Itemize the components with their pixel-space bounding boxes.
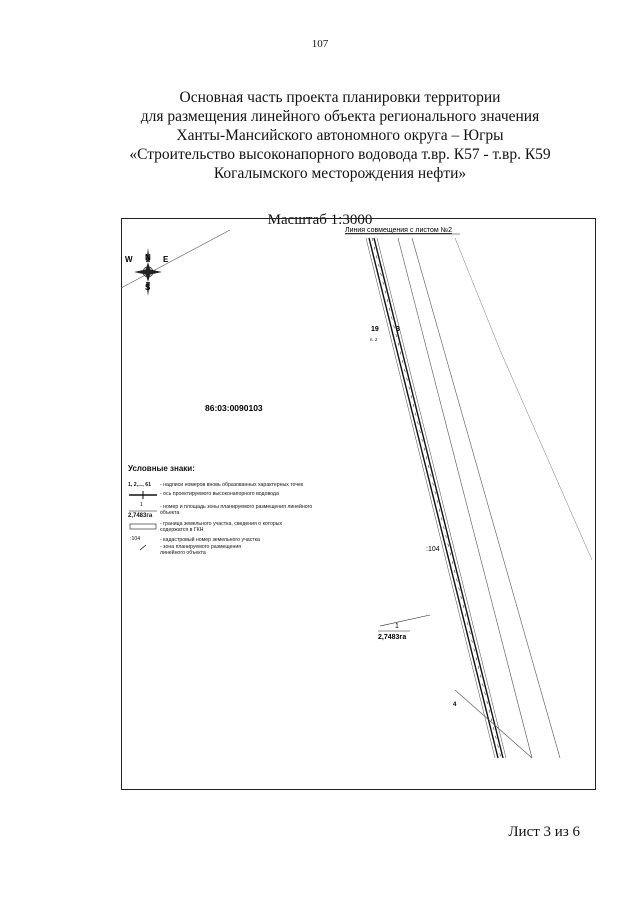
legend-text: - номер и площадь зоны планируемого размещения линейного объекта (160, 504, 313, 516)
title-line: для размещения линейного объекта регионального значения (140, 108, 540, 125)
title-line: Когалымского месторождения нефти» (213, 165, 467, 182)
legend-title: Условные знаки: (128, 464, 195, 473)
legend-text: - надписи номеров вновь образованных характерных точек (160, 482, 304, 488)
survey-line (121, 230, 230, 288)
compass-w: W (125, 255, 133, 264)
compass-s: S (145, 283, 151, 292)
legend-text: - граница земельного участка, сведения о которых содержатся в ГКН (160, 521, 283, 533)
point-label: п. 2 (370, 337, 378, 342)
pipeline-axis-right (374, 238, 503, 758)
compass-e: E (163, 255, 169, 264)
page-number: 107 (311, 38, 329, 50)
legend-symbol: 2,7483га (128, 513, 153, 519)
cadastral-block-number: 86:03:0090103 (205, 403, 263, 413)
legend-text: - зона планируемого размещения линейного объекта (160, 544, 242, 556)
legend-text: - кадастровый номер земельного участка (160, 537, 260, 543)
point-label: 3 (396, 326, 400, 333)
legend-text: - ось проектируемого высоконапорного водовода (160, 491, 279, 497)
legend-symbol: 1, 2,..., 61 (128, 482, 152, 488)
title-line: Ханты-Мансийского автономного округа – Югры (176, 127, 504, 144)
parcel-cadastral-number: :104 (426, 546, 440, 553)
legend-parcel-symbol (130, 524, 156, 529)
sheet-label: Лист 3 из 6 (508, 824, 580, 840)
legend-symbol: :104 (130, 536, 141, 542)
legend-symbol: 1 (140, 502, 143, 508)
title-line: Основная часть проекта планировки территории (179, 89, 501, 106)
parcel-boundary (398, 238, 532, 758)
point-label: 19 (371, 326, 379, 333)
zone-number: 1 (395, 623, 399, 630)
legend-zone-symbol (140, 545, 146, 550)
title-line: «Строительство высоконапорного водовода т.вр. К57 - т.вр. К59 (129, 146, 551, 163)
point-label: 4 (453, 702, 457, 708)
zone-area: 2,7483га (378, 634, 407, 641)
match-line-label: Линия совмещения с листом №2 (345, 227, 453, 234)
compass-n: N (145, 253, 151, 262)
scale-label: Масштаб 1:3000 (267, 212, 373, 228)
pipeline-axis-left (369, 238, 498, 758)
